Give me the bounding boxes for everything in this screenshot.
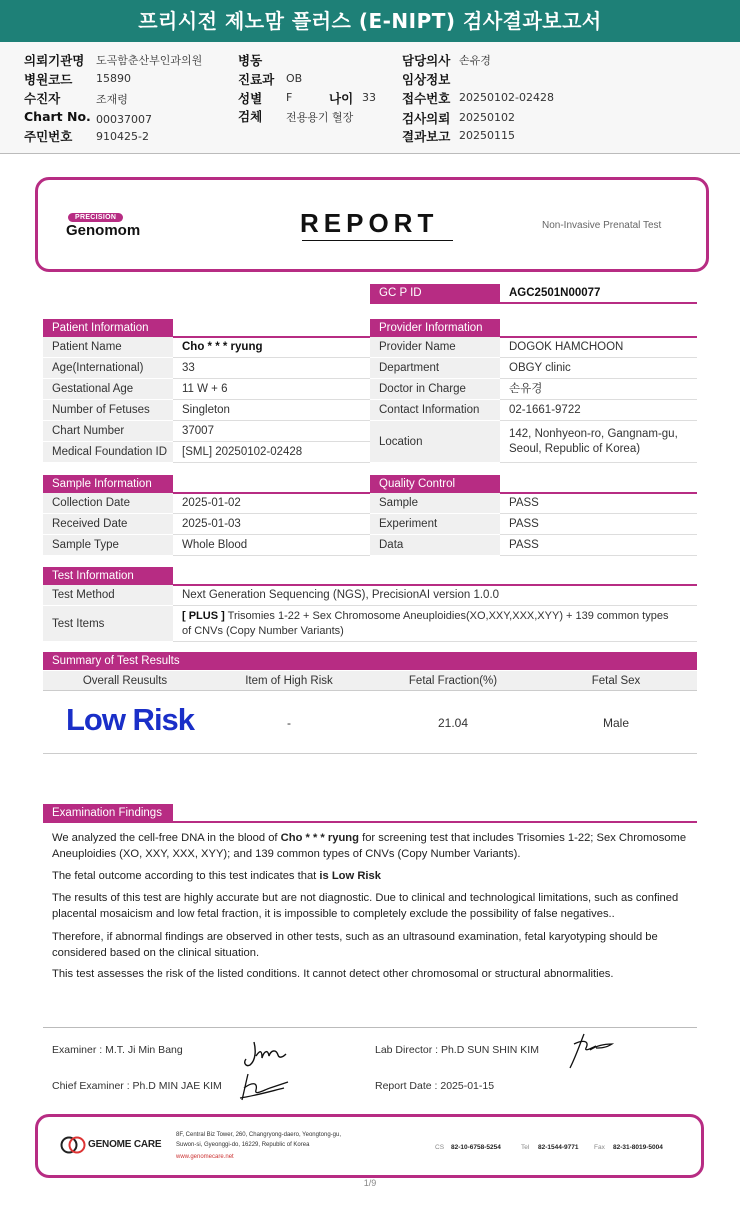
table-row bbox=[43, 337, 370, 358]
findings-p2-a: The fetal outcome according to this test indicates that bbox=[52, 870, 320, 882]
qc-sample-value: PASS bbox=[500, 493, 697, 514]
gestational-age-value: 11 W + 6 bbox=[173, 379, 370, 400]
provider-name-label: Provider Name bbox=[370, 337, 500, 358]
table-row bbox=[43, 585, 697, 606]
contact-value: 02-1661-9722 bbox=[500, 400, 697, 421]
signature-divider bbox=[43, 1027, 697, 1028]
test-subtitle: Non-Invasive Prenatal Test bbox=[542, 220, 662, 231]
findings-p1-a: We analyzed the cell-free DNA in the blood of bbox=[52, 832, 281, 844]
location-line-1: 142, Nonhyeon-ro, Gangnam-gu, bbox=[509, 428, 678, 440]
location-line-2: Seoul, Republic of Korea) bbox=[509, 443, 641, 455]
specimen-label: 검체 bbox=[238, 109, 263, 124]
hospital-code-label: 병원코드 bbox=[24, 72, 73, 87]
table-row bbox=[43, 400, 370, 421]
footer-cs: 82-10-6758-5254 bbox=[451, 1144, 501, 1151]
table-row bbox=[370, 535, 697, 556]
report-date-value: 20250115 bbox=[459, 129, 515, 142]
summary-values bbox=[43, 692, 697, 754]
table-row bbox=[43, 358, 370, 379]
examiner-text: Examiner : M.T. Ji Min Bang bbox=[52, 1044, 183, 1056]
table-row bbox=[370, 337, 697, 358]
sample-type-value: Whole Blood bbox=[173, 535, 370, 556]
request-date-value: 20250102 bbox=[459, 111, 515, 124]
test-items-label: Test Items bbox=[43, 606, 173, 642]
provider-dept-label: Department bbox=[370, 358, 500, 379]
provider-info-heading: Provider Information bbox=[370, 319, 500, 337]
qc-data-value: PASS bbox=[500, 535, 697, 556]
requisition-header bbox=[0, 42, 740, 154]
qc-experiment-label: Experiment bbox=[370, 514, 500, 535]
table-row bbox=[370, 379, 697, 400]
patient-name-label: Patient Name bbox=[43, 337, 173, 358]
table-row bbox=[370, 514, 697, 535]
contact-label: Contact Information bbox=[370, 400, 500, 421]
age-label: 나이 bbox=[329, 91, 354, 106]
table-row bbox=[370, 358, 697, 379]
summary-columns bbox=[43, 671, 697, 691]
test-items-value bbox=[173, 606, 697, 642]
patient-value: 조재령 bbox=[96, 93, 128, 106]
receipt-no-value: 20250102-02428 bbox=[459, 91, 554, 104]
chief-examiner-signature bbox=[234, 1070, 292, 1104]
collection-date-value: 2025-01-02 bbox=[173, 493, 370, 514]
findings-paragraph-5: This test assesses the risk of the listed conditions. It cannot detect other chromosomal or structural abnormalities. bbox=[52, 968, 614, 980]
page-number: 1/9 bbox=[363, 1178, 377, 1188]
sex-label: 성별 bbox=[238, 91, 263, 106]
provider-dept-value: OBGY clinic bbox=[500, 358, 697, 379]
age-intl-label: Age(International) bbox=[43, 358, 173, 379]
provider-name-value: DOGOK HAMCHOON bbox=[500, 337, 697, 358]
col-fetal-fraction: Fetal Fraction(%) bbox=[408, 675, 498, 687]
findings-paragraph-4: Therefore, if abnormal findings are observed in other tests, such as an ultrasound examination, fetal karyotyping should be considered based on the clinical situation. bbox=[52, 931, 658, 959]
test-items-line-2: of CNVs (Copy Number Variants) bbox=[182, 625, 344, 637]
findings-heading: Examination Findings bbox=[43, 804, 173, 822]
report-date-label: 결과보고 bbox=[402, 129, 451, 144]
footer-fax-label: Fax bbox=[594, 1144, 605, 1151]
footer-cs-label: CS bbox=[435, 1144, 445, 1151]
qc-data-label: Data bbox=[370, 535, 500, 556]
col-high-risk: Item of High Risk bbox=[245, 675, 333, 687]
genome-care-brand: GENOME CARE bbox=[88, 1139, 162, 1150]
fetal-sex-value: Male bbox=[602, 716, 629, 730]
table-row bbox=[43, 421, 370, 442]
chief-examiner-text: Chief Examiner : Ph.D MIN JAE KIM bbox=[52, 1080, 222, 1092]
test-items-line-1: Trisomies 1-22 + Sex Chromosome Aneuploidies(XO,XXY,XXX,XYY) + 139 common types bbox=[224, 610, 669, 622]
fetal-fraction-value: 21.04 bbox=[437, 716, 469, 730]
gestational-age-label: Gestational Age bbox=[43, 379, 173, 400]
doctor-label: 담당의사 bbox=[402, 53, 451, 68]
gcpid-label: GC P ID bbox=[370, 284, 500, 302]
received-date-label: Received Date bbox=[43, 514, 173, 535]
table-row bbox=[370, 493, 697, 514]
specimen-value: 전용용기 혈장 bbox=[286, 111, 354, 124]
department-label: 진료과 bbox=[238, 72, 275, 87]
chart-no-value: 00037007 bbox=[96, 113, 152, 126]
table-row bbox=[43, 379, 370, 400]
table-row bbox=[43, 606, 697, 642]
table-row bbox=[370, 400, 697, 421]
resident-id-label: 주민번호 bbox=[24, 129, 73, 144]
doctor-charge-label: Doctor in Charge bbox=[370, 379, 500, 400]
hospital-code-value: 15890 bbox=[96, 72, 131, 85]
patient-label: 수진자 bbox=[24, 91, 61, 106]
precision-badge: PRECISION bbox=[68, 213, 123, 222]
findings-rule bbox=[43, 821, 697, 823]
summary-heading: Summary of Test Results bbox=[43, 652, 697, 670]
footer-frame bbox=[35, 1114, 704, 1178]
lab-director-signature bbox=[562, 1030, 616, 1072]
footer-tel: 82-1544-9771 bbox=[538, 1144, 579, 1151]
table-row bbox=[43, 493, 370, 514]
gcpid-rule bbox=[370, 302, 697, 304]
chart-number-value: 37007 bbox=[173, 421, 370, 442]
hospital-name-value: 도곡함춘산부인과의원 bbox=[96, 54, 203, 67]
patient-info-heading: Patient Information bbox=[43, 319, 173, 337]
table-row bbox=[43, 514, 370, 535]
overall-result: Low Risk bbox=[65, 702, 195, 737]
hospital-name-label: 의뢰기관명 bbox=[24, 53, 85, 68]
resident-id-value: 910425-2 bbox=[96, 130, 149, 143]
report-underline bbox=[302, 240, 453, 241]
doctor-value: 손유경 bbox=[459, 54, 491, 67]
doctor-charge-value: 손유경 bbox=[500, 379, 697, 400]
test-method-value: Next Generation Sequencing (NGS), PrecisionAI version 1.0.0 bbox=[173, 585, 697, 606]
chart-number-label: Chart Number bbox=[43, 421, 173, 442]
clinical-info-label: 임상정보 bbox=[402, 72, 451, 87]
genome-care-logo-icon bbox=[60, 1136, 86, 1154]
genomom-logo: Genomom bbox=[66, 222, 141, 239]
examiner-signature bbox=[240, 1036, 290, 1070]
received-date-value: 2025-01-03 bbox=[173, 514, 370, 535]
age-value: 33 bbox=[362, 91, 376, 104]
sample-type-label: Sample Type bbox=[43, 535, 173, 556]
receipt-no-label: 접수번호 bbox=[402, 91, 451, 106]
qc-sample-label: Sample bbox=[370, 493, 500, 514]
patient-name-value: Cho * * * ryung bbox=[173, 337, 370, 358]
findings-p1-name: Cho * * * ryung bbox=[280, 832, 359, 844]
footer-website[interactable]: www.genomecare.net bbox=[176, 1154, 234, 1160]
findings-paragraph-2 bbox=[52, 868, 697, 884]
table-row bbox=[370, 421, 697, 463]
findings-p2-b: is Low Risk bbox=[319, 870, 381, 882]
report-logo-frame bbox=[35, 177, 709, 272]
col-overall: Overall Reusults bbox=[82, 675, 168, 687]
chart-no-label: Chart No. bbox=[24, 109, 91, 124]
request-date-label: 검사의뢰 bbox=[402, 111, 451, 126]
test-method-label: Test Method bbox=[43, 585, 173, 606]
ward-label: 병동 bbox=[238, 53, 263, 68]
test-info-heading: Test Information bbox=[43, 567, 173, 585]
lab-director-text: Lab Director : Ph.D SUN SHIN KIM bbox=[375, 1044, 539, 1056]
footer-fax: 82-31-8019-5004 bbox=[613, 1144, 663, 1151]
location-label: Location bbox=[370, 421, 500, 463]
report-heading: REPORT bbox=[300, 208, 439, 238]
sample-info-heading: Sample Information bbox=[43, 475, 173, 493]
foundation-id-label: Medical Foundation ID bbox=[43, 442, 173, 463]
fetuses-label: Number of Fetuses bbox=[43, 400, 173, 421]
collection-date-label: Collection Date bbox=[43, 493, 173, 514]
table-row bbox=[43, 535, 370, 556]
test-items-plus: [ PLUS ] bbox=[182, 610, 225, 622]
table-row bbox=[43, 442, 370, 463]
findings-p1-b: for screening test that includes Trisomies 1-22; Sex Chromosome Aneuploidies (XO, XXY, XXX, XYY); and 139 common types of CNVs (Copy Number Variants). bbox=[52, 832, 687, 860]
fetuses-value: Singleton bbox=[173, 400, 370, 421]
findings-paragraph-1 bbox=[52, 830, 697, 862]
high-risk-value: - bbox=[287, 716, 291, 730]
report-date-text: Report Date : 2025-01-15 bbox=[375, 1080, 495, 1092]
footer-address-1: 8F, Central Biz Tower, 260, Changryong-daero, Yeongtong-gu, bbox=[176, 1132, 341, 1138]
footer-address-2: Suwon-si, Gyeonggi-do, 16229, Republic of Korea bbox=[176, 1142, 310, 1148]
footer-tel-label: Tel bbox=[521, 1144, 530, 1151]
department-value: OB bbox=[286, 72, 303, 85]
sex-value: F bbox=[286, 91, 293, 104]
location-value bbox=[500, 421, 697, 463]
age-intl-value: 33 bbox=[173, 358, 370, 379]
findings-paragraph-3: The results of this test are highly accurate but are not diagnostic. Due to clinical and technological limitations, such as confined placental mosaicism and low fetal fraction, it is impossible to completely exclude the possibility of false negatives.. bbox=[52, 892, 679, 920]
gcpid-value: AGC2501N00077 bbox=[509, 287, 601, 299]
foundation-id-value: [SML] 20250102-02428 bbox=[173, 442, 370, 463]
report-title: 프리시전 제노맘 플러스 (E-NIPT) 검사결과보고서 bbox=[0, 0, 740, 42]
qc-experiment-value: PASS bbox=[500, 514, 697, 535]
quality-control-heading: Quality Control bbox=[370, 475, 500, 493]
col-fetal-sex: Fetal Sex bbox=[591, 675, 641, 687]
